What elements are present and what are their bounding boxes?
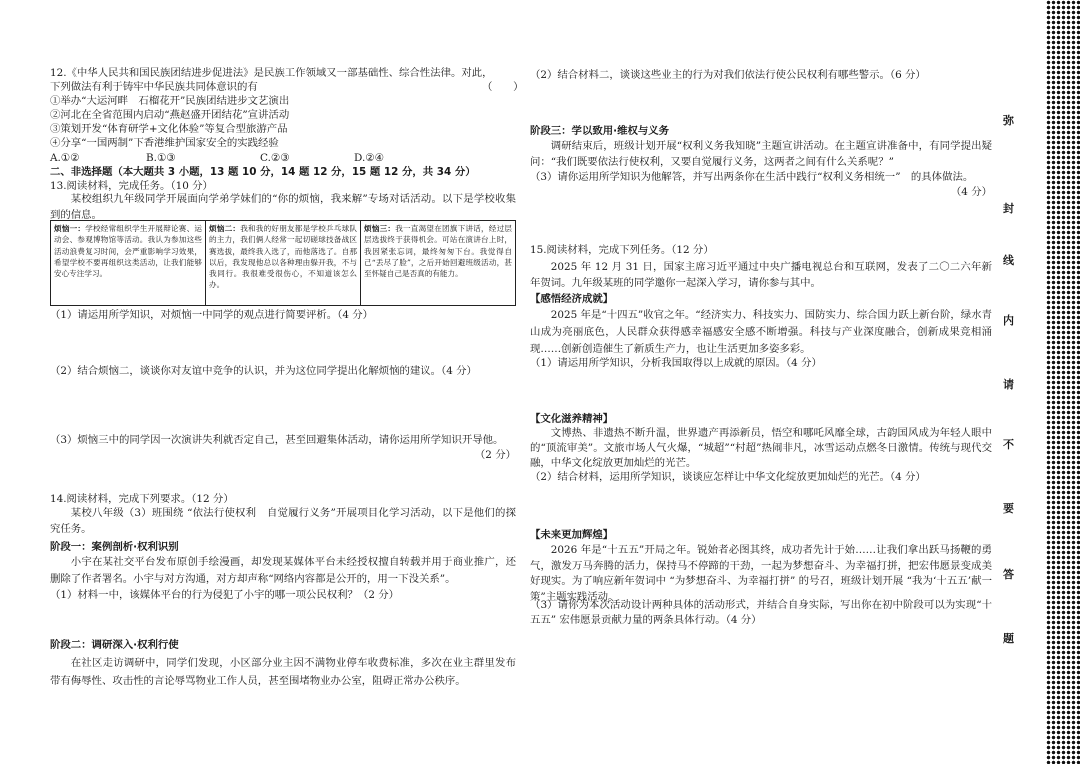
q13-sub1: （1）请运用所学知识，对烦恼一中同学的观点进行简要评析。（4 分） <box>50 309 374 321</box>
q15-intro: 2025 年 12 月 31 日，国家主席习近平通过中央广播电视总台和互联网，发表了二〇二六年新年贺词。九年级某班的同学邀你一起深入学习，请你参与其中。 <box>530 261 992 289</box>
worry-2-cell <box>206 221 361 305</box>
worry-3-title: 烦恼三： <box>364 224 396 233</box>
q13-sub2: （2）结合烦恼二，谈谈你对友谊中竞争的认识，并为这位同学提出化解烦恼的建议。（4 分） <box>50 365 477 377</box>
q13-sub3: （3）烦恼三中的同学因一次演讲失利就否定自己，甚至回避集体活动，请你运用所学知识开导他。 <box>50 434 504 446</box>
q12-option-1: ①举办“大运河畔 石榴花开”民族团结进步文艺演出 <box>50 95 290 107</box>
seal-char-6: 不 <box>1003 438 1014 451</box>
q15-sub2: （2）结合材料，运用所学知识，谈谈应怎样让中华文化绽放更加灿烂的光芒。（4 分） <box>530 471 926 483</box>
q12-choice-a: A.①② <box>50 152 80 164</box>
section-future-heading: 【未来更加辉煌】 <box>530 529 614 541</box>
q12-choice-d: D.②④ <box>354 152 384 164</box>
section-future-text: 2026 年是“十五五”开局之年。锐始者必图其终，成功者先计于始……让我们拿出跃马扬鞭的勇气，激发万马奔腾的活力，保持马不停蹄的干劲，一起为梦想奋斗、为幸福打拼，把宏伟愿景变成美好现实。为了响应新年贺词中 “为梦想奋斗、为幸福打拼” 的号召，班级计划开展 “我为‘十五五’献一策”主题实践活动。 <box>530 544 992 603</box>
section-2-heading: 二、非选择题（本大题共 3 小题，13 题 10 分，14 题 12 分，15 题 12 分，共 34 分） <box>50 166 476 178</box>
worry-2-text: 我和我的好朋友都是学校乒乓球队的主力，我们俩人经常一起切磋球技备战区赛选拔，最终我入选了，而他落选了。自那以后，我发现他总以各种理由躲开我，不与我同行。我很难受很伤心，不知道该怎么办。 <box>209 224 357 290</box>
worry-3-cell <box>361 221 515 305</box>
seal-char-3: 线 <box>1003 254 1014 267</box>
worry-1-cell <box>51 221 206 305</box>
q12-choice-b: B.①③ <box>146 152 176 164</box>
seal-char-5: 请 <box>1003 378 1014 391</box>
stage-3-text: 调研结束后，班级计划开展“权利义务我知晓”主题宣讲活动。在主题宣讲准备中，有同学提出疑问：“我们既要依法行使权利，又要自觉履行义务，这两者之间有什么关系呢？” <box>530 140 992 168</box>
stage-1-text: 小宇在某社交平台发布原创手绘漫画，却发现某媒体平台未经授权擅自转载并用于商业推广，还删除了作者署名。小宇与对方沟通，对方却声称“网络内容都是公开的，用一下没关系”。 <box>50 556 516 585</box>
q14-intro: 某校八年级（3）班围绕 “依法行使权利 自觉履行义务”开展项目化学习活动，以下是他们的探究任务。 <box>50 507 516 535</box>
worry-3-text: 我一直渴望在团旗下讲话，经过层层选拔终于获得机会。可站在演讲台上时，我因紧张忘词，最终匆匆下台。我觉得自己“丢尽了脸”，之后开始回避班级活动，甚至怀疑自己是否真的有能力。 <box>364 224 512 279</box>
worries-table <box>50 220 516 306</box>
q13-sub3-score: （2 分） <box>474 449 516 461</box>
q15-sub3: （3）请你为本次活动设计两种具体的活动形式，并结合自身实际，写出你在初中阶段可以为实现“十五五” 宏伟愿景贡献力量的两条具体行动。（4 分） <box>530 599 992 626</box>
q12-answer-bracket: （ ） <box>482 81 524 93</box>
stage-2-text: 在社区走访调研中，同学们发现，小区部分业主因不满物业停车收费标准，多次在业主群里发布带有侮辱性、攻击性的言论辱骂物业工作人员，甚至围堵物业办公室，阻碍正常办公秩序。 <box>50 657 516 687</box>
section-culture-text: 文博热、非遗热不断升温，世界遗产再添新员，悟空和哪吒风靡全球，古韵国风成为年轻人眼中的“顶流审美”。文旅市场人气火爆，“城超”“村超”热闹非凡，冰雪运动点燃冬日激情。传统与现代交融，中华文化绽放更加灿烂的光芒。 <box>530 427 992 469</box>
q12-option-3: ③策划开发“体育研学+文化体验”等复合型旅游产品 <box>50 123 288 135</box>
worry-2-title: 烦恼二： <box>209 224 241 233</box>
worry-1-text: 学校经常组织学生开展辩论赛、运动会、参观博物馆等活动。我认为参加这些活动浪费复习时间，会严重影响学习效果，希望学校不要再组织这类活动，让我们能够安心专注学习。 <box>54 224 202 279</box>
stage-3-heading: 阶段三：学以致用·维权与义务 <box>530 125 670 137</box>
worry-1-title: 烦恼一： <box>54 224 86 233</box>
q12-option-2: ②河北在全省范围内启动“燕赵盛开团结花”宣讲活动 <box>50 109 290 121</box>
q15-title: 15.阅读材料，完成下列任务。（12 分） <box>530 244 714 256</box>
q14-title: 14.阅读材料，完成下列要求。（12 分） <box>50 493 234 505</box>
seal-char-4: 内 <box>1003 314 1014 327</box>
seal-line-notice <box>995 0 1025 764</box>
stage-1-heading: 阶段一：案例剖析·权利识别 <box>50 541 179 553</box>
section-economy-text: 2025 年是“十四五”收官之年。“经济实力、科技实力、国防实力、综合国力跃上新台阶，绿水青山成为亮丽底色，人民群众获得感幸福感安全感不断增强。科技与产业深度融合，创新成果竞相涌现……创新创造催生了新质生产力，也让生活更加多姿多彩。 <box>530 309 992 355</box>
seal-char-9: 题 <box>1003 632 1014 645</box>
q12-line1: 12.《中华人民共和国民族团结进步促进法》是民族工作领域又一部基础性、综合性法律。对此， <box>50 67 493 79</box>
seal-char-1: 弥 <box>1003 114 1014 127</box>
seal-char-8: 答 <box>1003 568 1014 581</box>
q12-choice-c: C.②③ <box>260 152 290 164</box>
q12-option-4: ④分享“一国两制”下香港维护国家安全的实践经验 <box>50 137 279 149</box>
perforation-dot-strip <box>1046 0 1080 764</box>
q15-sub1: （1）请运用所学知识，分析我国取得以上成就的原因。（4 分） <box>530 357 822 369</box>
seal-char-7: 要 <box>1003 502 1014 515</box>
q14-sub3: （3）请你运用所学知识为他解答，并写出两条你在生活中践行“权利义务相统一” 的具体做法。 <box>530 171 974 183</box>
q13-title: 13.阅读材料，完成任务。（10 分） <box>50 180 213 192</box>
q12-line2: 下列做法有利于铸牢中华民族共同体意识的有 <box>50 81 258 93</box>
q13-intro: 某校组织九年级同学开展面向学弟学妹们的“你的烦恼，我来解”专场对话活动。以下是学校收集到的信息。 <box>50 193 516 221</box>
q14-sub1: （1）材料一中，该媒体平台的行为侵犯了小宇的哪一项公民权利？（2 分） <box>50 589 400 601</box>
section-economy-heading: 【感悟经济成就】 <box>530 293 614 305</box>
q14-sub2: （2）结合材料二，谈谈这些业主的行为对我们依法行使公民权利有哪些警示。（6 分） <box>530 69 926 81</box>
section-culture-heading: 【文化滋养精神】 <box>530 413 614 425</box>
seal-char-2: 封 <box>1003 202 1014 215</box>
q14-sub3-score: （4 分） <box>950 186 992 198</box>
stage-2-heading: 阶段二：调研深入·权利行使 <box>50 639 179 651</box>
